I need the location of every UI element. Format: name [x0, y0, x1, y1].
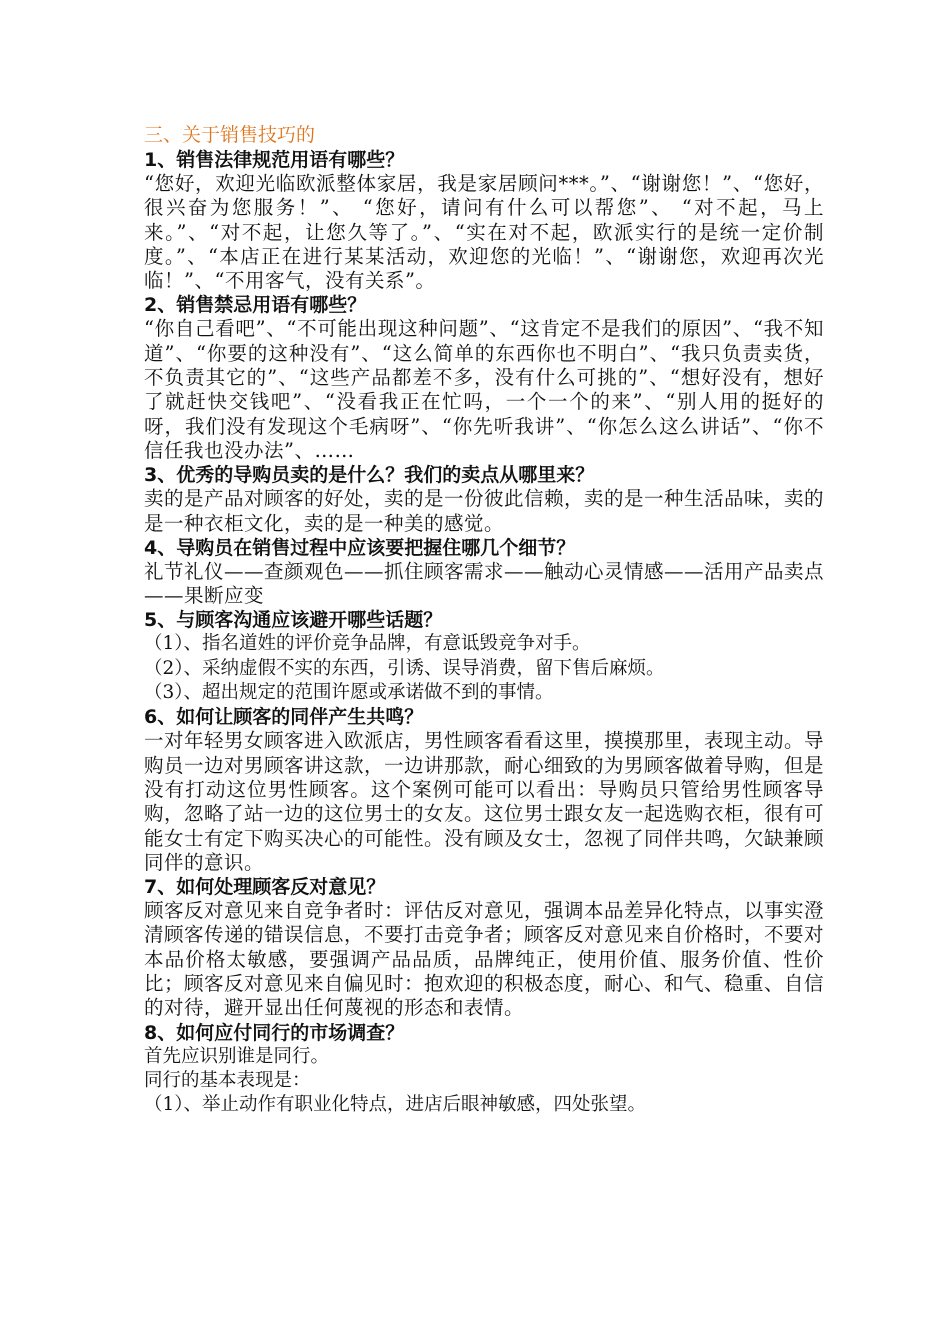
answer-3: 卖的是产品对顾客的好处，卖的是一份彼此信赖，卖的是一种生活品味，卖的是一种衣柜文化，卖的是一种美的感觉。 — [144, 487, 825, 535]
answer-1: “您好，欢迎光临欧派整体家居，我是家居顾问***。”、“谢谢您！”、“您好，很兴奋为您服务！”、 “您好，请问有什么可以帮您”、 “对不起，马上来。”、“对不起，让您久等了。”、“实在对不起，欧派实行的是统一定价制度。”、“本店正在进行某某活动，欢迎您的光临！”、“谢谢您，欢迎再次光临！”、“不用客气，没有关系”。 — [144, 172, 824, 293]
question-2: 2、销售禁忌用语有哪些？ — [144, 294, 367, 317]
question-6: 6、如何让顾客的同伴产生共鸣？ — [144, 706, 424, 729]
question-5: 5、与顾客沟通应该避开哪些话题？ — [144, 609, 443, 632]
document-body — [144, 122, 824, 1118]
answer-8-line-2: 同行的基本表现是： — [144, 1069, 311, 1091]
question-7: 7、如何处理顾客反对意见？ — [144, 876, 386, 899]
answer-8-line-1: 首先应识别谁是同行。 — [144, 1045, 330, 1067]
answer-4: 礼节礼仪——查颜观色——抓住顾客需求——触动心灵情感——活用产品卖点——果断应变 — [144, 559, 825, 608]
answer-7: 顾客反对意见来自竞争者时：评估反对意见，强调本品差异化特点，以事实澄清顾客传递的错误信息，不要打击竞争者；顾客反对意见来自价格时，不要对本品价格太敏感，要强调产品品质，品牌纯正，使用价值、服务价值、性价比；顾客反对意见来自偏见时：抱欢迎的积极态度，耐心、和气、稳重、自信的对待，避开显出任何蔑视的形态和表情。 — [144, 899, 825, 1020]
answer-8-line-3: （1）、举止动作有职业化特点，进店后眼神敏感，四处张望。 — [144, 1094, 647, 1116]
answer-5-item-2: （2）、采纳虚假不实的东西，引诱、误导消费，留下售后麻烦。 — [144, 657, 665, 679]
answer-2: “你自己看吧”、“不可能出现这种问题”、“这肯定不是我们的原因”、“我不知道”、“你要的这种没有”、“这么简单的东西你也不明白”、“我只负责卖货，不负责其它的”、“这些产品都差不多，没有什么可挑的”、“想好没有，想好了就赶快交钱吧”、“没看我正在忙吗，一个一个的来”、“别人用的挺好的呀，我们没有发现这个毛病呀”、“你先听我讲”、“你怎么这么讲话”、“你不信任我也没办法”、…… — [144, 317, 824, 462]
question-3: 3、优秀的导购员卖的是什么？我们的卖点从哪里来？ — [144, 464, 595, 487]
question-1: 1、销售法律规范用语有哪些？ — [144, 149, 405, 171]
answer-5-item-3: （3）、超出规定的范围许愿或承诺做不到的事情。 — [144, 682, 554, 704]
answer-6: 一对年轻男女顾客进入欧派店，男性顾客看看这里，摸摸那里，表现主动。导购员一边对男顾客讲这款，一边讲那款，耐心细致的为男顾客做着导购，但是没有打动这位男性顾客。这个案例可能可以看出：导购员只管给男性顾客导购，忽略了站一边的这位男士的女友。这位男士跟女友一起选购衣柜，很有可能女士有定下购买决心的可能性。没有顾及女士，忽视了同伴共鸣，欠缺兼顾同伴的意识。 — [144, 729, 825, 874]
answer-5-item-1: （1）、指名道姓的评价竞争品牌，有意诋毁竞争对手。 — [144, 633, 591, 655]
question-8: 8、如何应付同行的市场调查？ — [144, 1021, 405, 1044]
question-4: 4、导购员在销售过程中应该要把握住哪几个细节？ — [144, 536, 576, 559]
section-title: 三、关于销售技巧的 — [144, 124, 316, 146]
